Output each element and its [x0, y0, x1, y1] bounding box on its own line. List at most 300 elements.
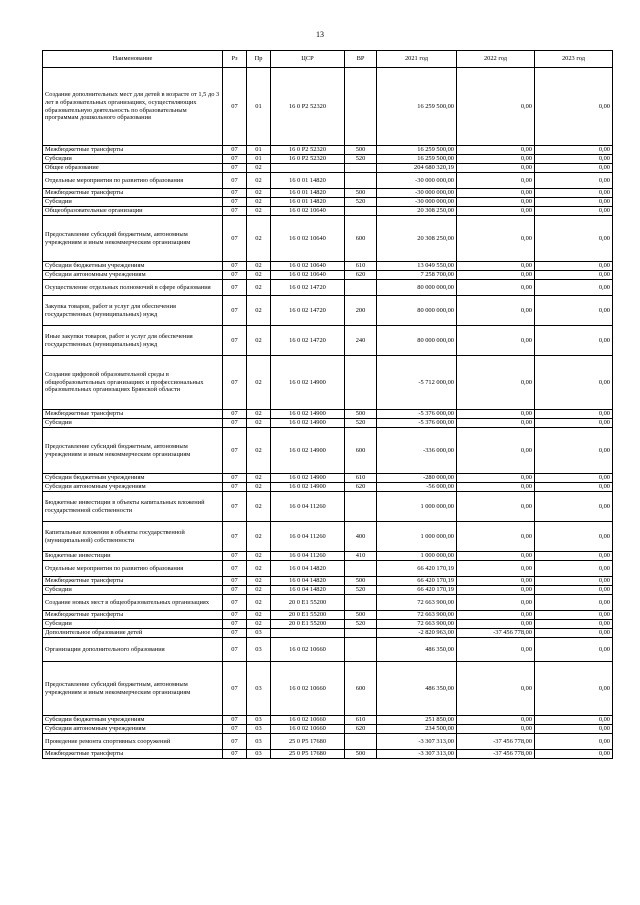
row-2022: 0,00: [457, 552, 535, 561]
row-2023: 0,00: [535, 189, 613, 198]
row-csr: 16 0 04 14820: [271, 561, 345, 577]
row-vr: [345, 595, 377, 611]
row-rz: 07: [223, 611, 247, 620]
row-2021: -280 000,00: [377, 474, 457, 483]
row-csr: 16 0 02 10660: [271, 638, 345, 662]
row-vr: 620: [345, 725, 377, 734]
row-csr: 16 0 02 14900: [271, 356, 345, 410]
row-name: Создание новых мест в общеобразовательных организациях: [43, 595, 223, 611]
table-row: [43, 189, 613, 198]
row-vr: 500: [345, 750, 377, 759]
row-2023: 0,00: [535, 262, 613, 271]
row-name: Субсидии: [43, 620, 223, 629]
row-2022: 0,00: [457, 198, 535, 207]
row-2023: 0,00: [535, 164, 613, 173]
row-2023: 0,00: [535, 280, 613, 296]
row-rz: 07: [223, 198, 247, 207]
row-2022: -37 456 778,00: [457, 629, 535, 638]
row-2022: 0,00: [457, 271, 535, 280]
row-name: Субсидии: [43, 419, 223, 428]
row-rz: 07: [223, 750, 247, 759]
row-name: Субсидии автономным учреждениям: [43, 271, 223, 280]
row-rz: 07: [223, 68, 247, 146]
header-2023: 2023 год: [535, 51, 613, 68]
row-vr: [345, 356, 377, 410]
row-2021: -5 376 000,00: [377, 419, 457, 428]
row-name: Межбюджетные трансферты: [43, 611, 223, 620]
row-2021: -56 000,00: [377, 483, 457, 492]
table-row: [43, 146, 613, 155]
table-row: [43, 216, 613, 262]
row-rz: 07: [223, 586, 247, 595]
row-name: Субсидии: [43, 155, 223, 164]
row-2023: 0,00: [535, 629, 613, 638]
row-name: Субсидии бюджетным учреждениям: [43, 716, 223, 725]
row-csr: 16 0 01 14820: [271, 173, 345, 189]
row-rz: 07: [223, 207, 247, 216]
table-row: [43, 271, 613, 280]
row-csr: 16 0 Р2 52320: [271, 68, 345, 146]
row-2021: 80 000 000,00: [377, 280, 457, 296]
row-pr: 02: [247, 296, 271, 326]
table-row: [43, 716, 613, 725]
row-pr: 03: [247, 716, 271, 725]
table-row: [43, 638, 613, 662]
row-pr: 03: [247, 750, 271, 759]
table-row: [43, 595, 613, 611]
row-2022: 0,00: [457, 356, 535, 410]
row-2023: 0,00: [535, 155, 613, 164]
row-vr: 500: [345, 577, 377, 586]
row-rz: 07: [223, 262, 247, 271]
row-csr: 16 0 02 10640: [271, 262, 345, 271]
budget-table: [42, 50, 613, 759]
row-csr: 16 0 02 10660: [271, 716, 345, 725]
row-pr: 02: [247, 611, 271, 620]
row-vr: 620: [345, 483, 377, 492]
row-2022: 0,00: [457, 419, 535, 428]
row-2022: -37 456 778,00: [457, 734, 535, 750]
row-2022: 0,00: [457, 638, 535, 662]
row-2023: 0,00: [535, 483, 613, 492]
table-row: [43, 586, 613, 595]
row-rz: 07: [223, 595, 247, 611]
row-2023: 0,00: [535, 595, 613, 611]
row-rz: 07: [223, 629, 247, 638]
row-2021: -30 000 000,00: [377, 198, 457, 207]
row-pr: 02: [247, 173, 271, 189]
row-2022: 0,00: [457, 262, 535, 271]
row-vr: [345, 280, 377, 296]
row-2022: 0,00: [457, 611, 535, 620]
row-csr: 20 0 E1 55200: [271, 611, 345, 620]
row-vr: 520: [345, 198, 377, 207]
row-2021: -3 307 313,00: [377, 750, 457, 759]
row-2022: 0,00: [457, 173, 535, 189]
row-2021: 72 663 900,00: [377, 620, 457, 629]
row-2021: 20 308 250,00: [377, 207, 457, 216]
table-row: [43, 68, 613, 146]
row-2023: 0,00: [535, 68, 613, 146]
row-2023: 0,00: [535, 586, 613, 595]
table-row: [43, 734, 613, 750]
row-2022: 0,00: [457, 662, 535, 716]
row-name: Отдельные мероприятия по развитию образования: [43, 561, 223, 577]
row-2022: 0,00: [457, 189, 535, 198]
row-2022: 0,00: [457, 716, 535, 725]
row-2022: 0,00: [457, 146, 535, 155]
row-vr: 600: [345, 662, 377, 716]
row-name: Предоставление субсидий бюджетным, автономным учреждениям и иным некоммерческим организациям: [43, 662, 223, 716]
row-vr: [345, 164, 377, 173]
row-name: Капитальные вложения в объекты государственной (муниципальной) собственности: [43, 522, 223, 552]
row-name: Субсидии бюджетным учреждениям: [43, 474, 223, 483]
row-pr: 02: [247, 189, 271, 198]
row-2023: 0,00: [535, 296, 613, 326]
row-2023: 0,00: [535, 577, 613, 586]
row-pr: 02: [247, 271, 271, 280]
table-row: [43, 164, 613, 173]
row-2022: 0,00: [457, 68, 535, 146]
row-name: Субсидии автономным учреждениям: [43, 483, 223, 492]
row-2023: 0,00: [535, 750, 613, 759]
row-2022: 0,00: [457, 492, 535, 522]
row-name: Бюджетные инвестиции: [43, 552, 223, 561]
header-vr: ВР: [345, 51, 377, 68]
row-name: Закупка товаров, работ и услуг для обеспечения государственных (муниципальных) нужд: [43, 296, 223, 326]
row-pr: 02: [247, 262, 271, 271]
row-pr: 02: [247, 428, 271, 474]
row-2022: 0,00: [457, 207, 535, 216]
row-rz: 07: [223, 155, 247, 164]
row-pr: 02: [247, 419, 271, 428]
row-2021: 234 500,00: [377, 725, 457, 734]
row-csr: 25 0 P5 17680: [271, 734, 345, 750]
row-pr: 02: [247, 561, 271, 577]
row-2023: 0,00: [535, 173, 613, 189]
row-pr: 03: [247, 734, 271, 750]
row-2023: 0,00: [535, 356, 613, 410]
row-2022: 0,00: [457, 483, 535, 492]
row-2023: 0,00: [535, 271, 613, 280]
row-2021: 80 000 000,00: [377, 326, 457, 356]
row-pr: 01: [247, 146, 271, 155]
row-rz: 07: [223, 189, 247, 198]
row-2022: 0,00: [457, 595, 535, 611]
row-2022: 0,00: [457, 280, 535, 296]
row-2023: 0,00: [535, 716, 613, 725]
row-vr: 520: [345, 620, 377, 629]
row-rz: 07: [223, 419, 247, 428]
row-name: Отдельные мероприятия по развитию образования: [43, 173, 223, 189]
row-csr: 20 0 E1 55200: [271, 595, 345, 611]
row-name: Организации дополнительного образования: [43, 638, 223, 662]
row-2023: 0,00: [535, 410, 613, 419]
row-vr: 520: [345, 155, 377, 164]
row-2021: 66 420 170,19: [377, 561, 457, 577]
row-2023: 0,00: [535, 198, 613, 207]
table-row: [43, 410, 613, 419]
row-pr: 02: [247, 552, 271, 561]
row-rz: 07: [223, 164, 247, 173]
row-2022: 0,00: [457, 410, 535, 419]
row-name: Дополнительное образование детей: [43, 629, 223, 638]
row-csr: [271, 164, 345, 173]
row-pr: 02: [247, 595, 271, 611]
row-name: Субсидии: [43, 586, 223, 595]
row-pr: 02: [247, 586, 271, 595]
table-row: [43, 492, 613, 522]
row-2023: 0,00: [535, 725, 613, 734]
row-vr: [345, 492, 377, 522]
table-row: [43, 280, 613, 296]
row-2023: 0,00: [535, 522, 613, 552]
row-pr: 02: [247, 492, 271, 522]
row-csr: 16 0 Р2 52320: [271, 146, 345, 155]
row-2022: -37 456 778,00: [457, 750, 535, 759]
row-csr: 25 0 P5 17680: [271, 750, 345, 759]
header-csr: ЦСР: [271, 51, 345, 68]
row-2023: 0,00: [535, 492, 613, 522]
table-row: [43, 611, 613, 620]
row-2021: 66 420 170,19: [377, 586, 457, 595]
row-2023: 0,00: [535, 638, 613, 662]
row-vr: 410: [345, 552, 377, 561]
row-name: Межбюджетные трансферты: [43, 410, 223, 419]
row-rz: 07: [223, 620, 247, 629]
row-2021: 1 000 000,00: [377, 492, 457, 522]
row-pr: 03: [247, 662, 271, 716]
row-csr: 16 0 02 10640: [271, 207, 345, 216]
row-name: Создание цифровой образовательной среды в общеобразовательных организациях и профессиональных образовательных организациях Брянской области: [43, 356, 223, 410]
row-rz: 07: [223, 216, 247, 262]
row-pr: 02: [247, 164, 271, 173]
row-vr: [345, 734, 377, 750]
row-2022: 0,00: [457, 586, 535, 595]
row-2021: 486 350,00: [377, 662, 457, 716]
table-row: [43, 725, 613, 734]
row-pr: 02: [247, 522, 271, 552]
row-2021: -3 307 313,00: [377, 734, 457, 750]
row-csr: 16 0 Р2 52320: [271, 155, 345, 164]
table-body: [43, 68, 613, 759]
row-2022: 0,00: [457, 216, 535, 262]
row-2021: 13 049 550,00: [377, 262, 457, 271]
row-2023: 0,00: [535, 611, 613, 620]
row-pr: 02: [247, 207, 271, 216]
table-row: [43, 483, 613, 492]
row-rz: 07: [223, 410, 247, 419]
row-rz: 07: [223, 522, 247, 552]
row-csr: 16 0 04 11260: [271, 552, 345, 561]
row-vr: [345, 629, 377, 638]
row-vr: 400: [345, 522, 377, 552]
row-csr: 16 0 02 10640: [271, 216, 345, 262]
header-name: Наименование: [43, 51, 223, 68]
row-pr: 02: [247, 356, 271, 410]
row-2021: -30 000 000,00: [377, 173, 457, 189]
row-pr: 02: [247, 483, 271, 492]
header-rz: Рз: [223, 51, 247, 68]
row-2021: -5 376 000,00: [377, 410, 457, 419]
row-name: Общее образование: [43, 164, 223, 173]
row-2021: -336 000,00: [377, 428, 457, 474]
row-vr: [345, 561, 377, 577]
row-pr: 02: [247, 474, 271, 483]
row-2022: 0,00: [457, 561, 535, 577]
row-name: Субсидии: [43, 198, 223, 207]
row-name: Осуществление отдельных полномочий в сфере образования: [43, 280, 223, 296]
row-rz: 07: [223, 716, 247, 725]
table-row: [43, 173, 613, 189]
row-2022: 0,00: [457, 725, 535, 734]
header-2021: 2021 год: [377, 51, 457, 68]
row-pr: 02: [247, 410, 271, 419]
row-csr: 16 0 02 14720: [271, 280, 345, 296]
row-2022: 0,00: [457, 620, 535, 629]
row-vr: 520: [345, 586, 377, 595]
row-2023: 0,00: [535, 734, 613, 750]
row-pr: 02: [247, 216, 271, 262]
row-2021: -5 712 000,00: [377, 356, 457, 410]
row-csr: 16 0 02 14900: [271, 410, 345, 419]
row-name: Межбюджетные трансферты: [43, 189, 223, 198]
table-row: [43, 552, 613, 561]
row-pr: 01: [247, 155, 271, 164]
row-2023: 0,00: [535, 552, 613, 561]
table-row: [43, 207, 613, 216]
table-row: [43, 198, 613, 207]
header-2022: 2022 год: [457, 51, 535, 68]
row-vr: [345, 207, 377, 216]
table-header-row: [43, 51, 613, 68]
row-csr: 16 0 02 14720: [271, 296, 345, 326]
row-2021: 7 258 700,00: [377, 271, 457, 280]
row-pr: 02: [247, 280, 271, 296]
table-row: [43, 428, 613, 474]
row-name: Общеобразовательные организации: [43, 207, 223, 216]
row-csr: 16 0 04 11260: [271, 492, 345, 522]
row-vr: [345, 173, 377, 189]
row-rz: 07: [223, 577, 247, 586]
row-name: Предоставление субсидий бюджетным, автономным учреждениям и иным некоммерческим организациям: [43, 216, 223, 262]
row-vr: 610: [345, 474, 377, 483]
row-2021: 16 259 500,00: [377, 146, 457, 155]
row-2023: 0,00: [535, 662, 613, 716]
row-rz: 07: [223, 492, 247, 522]
table-row: [43, 326, 613, 356]
row-2021: 204 680 320,19: [377, 164, 457, 173]
row-2021: 1 000 000,00: [377, 522, 457, 552]
table-row: [43, 629, 613, 638]
row-vr: 500: [345, 410, 377, 419]
row-2023: 0,00: [535, 207, 613, 216]
row-csr: 20 0 E1 55200: [271, 620, 345, 629]
row-rz: 07: [223, 146, 247, 155]
row-2023: 0,00: [535, 146, 613, 155]
row-csr: 16 0 02 10640: [271, 271, 345, 280]
row-csr: 16 0 02 14900: [271, 428, 345, 474]
row-name: Межбюджетные трансферты: [43, 750, 223, 759]
row-2021: -2 820 963,00: [377, 629, 457, 638]
row-rz: 07: [223, 296, 247, 326]
table-row: [43, 561, 613, 577]
row-vr: 600: [345, 428, 377, 474]
row-vr: 610: [345, 262, 377, 271]
row-pr: 02: [247, 620, 271, 629]
page-number: 13: [316, 30, 324, 39]
row-pr: 03: [247, 638, 271, 662]
row-2023: 0,00: [535, 620, 613, 629]
table-row: [43, 522, 613, 552]
row-2021: 72 663 900,00: [377, 611, 457, 620]
row-pr: 03: [247, 725, 271, 734]
header-pr: Пр: [247, 51, 271, 68]
row-name: Создание дополнительных мест для детей в возрасте от 1,5 до 3 лет в образовательных организациях, осуществляющих образовательную деятельность по образовательным программам дошкольного образования: [43, 68, 223, 146]
row-2022: 0,00: [457, 474, 535, 483]
table-row: [43, 474, 613, 483]
table-row: [43, 620, 613, 629]
row-2023: 0,00: [535, 561, 613, 577]
row-name: Проведение ремонта спортивных сооружений: [43, 734, 223, 750]
row-2021: 486 350,00: [377, 638, 457, 662]
table-row: [43, 155, 613, 164]
row-csr: 16 0 02 10660: [271, 662, 345, 716]
row-rz: 07: [223, 552, 247, 561]
row-name: Предоставление субсидий бюджетным, автономным учреждениям и иным некоммерческим организациям: [43, 428, 223, 474]
row-rz: 07: [223, 734, 247, 750]
row-rz: 07: [223, 326, 247, 356]
row-csr: 16 0 04 14820: [271, 586, 345, 595]
row-vr: 240: [345, 326, 377, 356]
row-2021: 72 663 900,00: [377, 595, 457, 611]
row-vr: 500: [345, 611, 377, 620]
row-2022: 0,00: [457, 155, 535, 164]
row-vr: [345, 638, 377, 662]
row-pr: 02: [247, 577, 271, 586]
row-2021: 16 259 500,00: [377, 68, 457, 146]
row-rz: 07: [223, 662, 247, 716]
row-2021: 20 308 250,00: [377, 216, 457, 262]
row-name: Межбюджетные трансферты: [43, 146, 223, 155]
row-vr: 500: [345, 189, 377, 198]
row-rz: 07: [223, 638, 247, 662]
row-vr: [345, 68, 377, 146]
row-csr: 16 0 01 14820: [271, 189, 345, 198]
row-rz: 07: [223, 483, 247, 492]
row-name: Межбюджетные трансферты: [43, 577, 223, 586]
table-row: [43, 296, 613, 326]
row-2021: 251 850,00: [377, 716, 457, 725]
table-row: [43, 419, 613, 428]
row-pr: 03: [247, 629, 271, 638]
row-name: Бюджетные инвестиции в объекты капитальных вложений государственной собственности: [43, 492, 223, 522]
row-vr: 600: [345, 216, 377, 262]
row-pr: 02: [247, 326, 271, 356]
row-rz: 07: [223, 280, 247, 296]
row-pr: 01: [247, 68, 271, 146]
table-row: [43, 662, 613, 716]
row-name: Субсидии бюджетным учреждениям: [43, 262, 223, 271]
row-2022: 0,00: [457, 326, 535, 356]
row-2022: 0,00: [457, 164, 535, 173]
row-rz: 07: [223, 356, 247, 410]
row-vr: 620: [345, 271, 377, 280]
row-csr: 16 0 01 14820: [271, 198, 345, 207]
row-csr: 16 0 02 14900: [271, 483, 345, 492]
row-csr: 16 0 04 14820: [271, 577, 345, 586]
table-row: [43, 262, 613, 271]
